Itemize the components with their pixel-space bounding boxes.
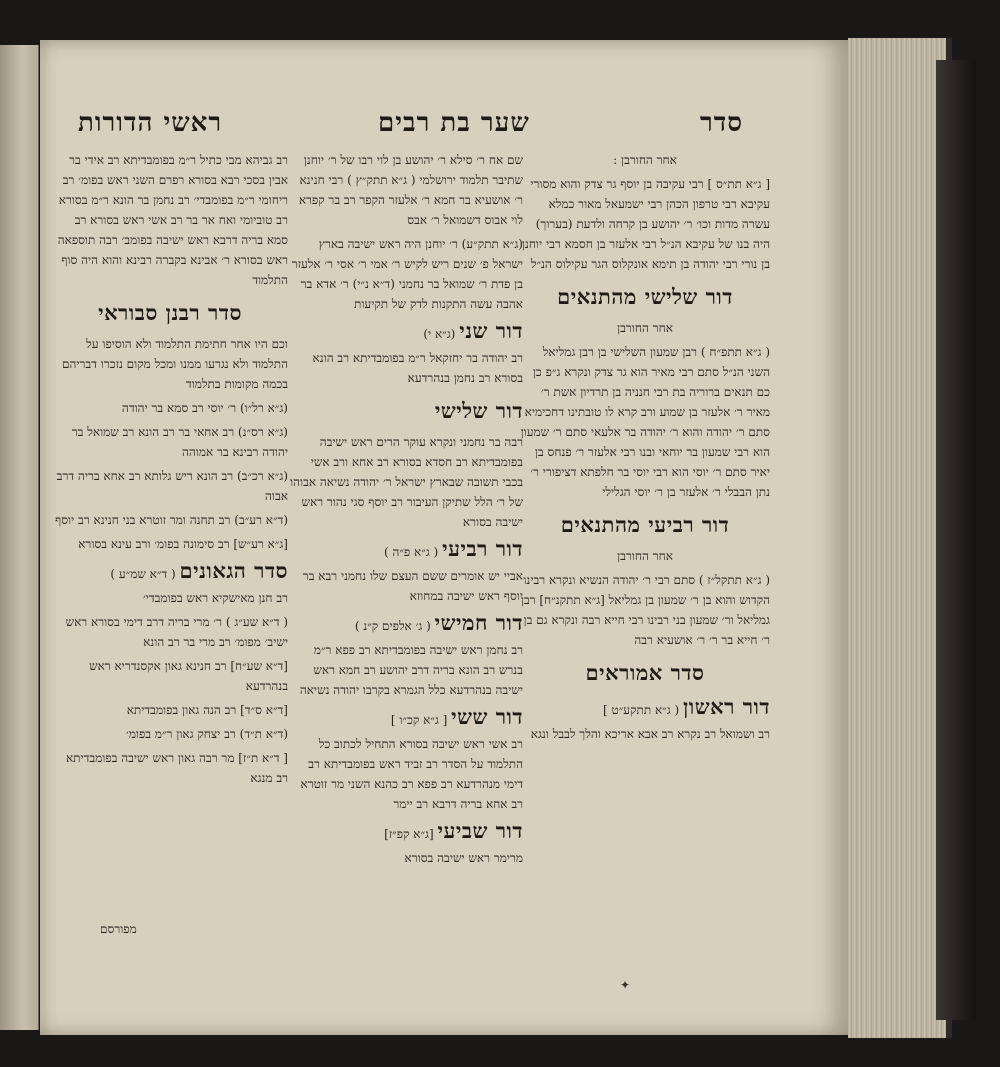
section-meta-first-generation: ( ג״א תתקע״ט ] xyxy=(602,703,680,717)
left-row-3: (ג״א רכ״ב) רב הונא ריש גלותא רב אחא בריה דרב אבוה xyxy=(56,469,288,503)
section-text-fourth-tannaim: ( ג״א תתקל״ז ) סתם רבי ר׳ יהודה הנשיא ונקרא רבינו הקדוש והוא בן ר׳ שמעון בן גמליאל [ג״א תתקנ״ח] רבן גמליאל ור׳ שמעון בני רבינו רבי חייא רבה ונקרא גם בן ר׳ חייא בר ר׳ ר׳ אושעיא רבה xyxy=(520,573,770,647)
section-heading-fifth-generation: דור חמישי xyxy=(434,610,523,635)
right-intro-label: אחר החורבן : xyxy=(613,153,677,167)
left-row-7: [ד״א שע״ח] רב חנינא גאון אקסנדריא ראש בנהרדעא xyxy=(89,659,288,693)
section-heading-sixth-generation: דור ששי xyxy=(451,704,523,729)
section-heading-geonim: סדר הגאונים xyxy=(179,558,288,583)
left-page-edge xyxy=(0,45,39,1030)
right-column xyxy=(520,150,770,1040)
section-meta-second-generation: (ג״א י) xyxy=(423,327,456,341)
section-meta-fifth-generation: ( ג׳ אלפים ק״נ ) xyxy=(354,619,431,633)
section-heading-fourth-tannaim: דור רביעי מהתנאים xyxy=(560,512,730,537)
middle-column xyxy=(288,150,523,1040)
left-row-1: (ג״א רל״ו) ר׳ יוסי רב סמא בר יהודה xyxy=(121,401,288,415)
section-text-first-generation: רב ושמואל רב נקרא רב אבא אריכא והלך לבבל ונגא xyxy=(530,727,770,741)
left-row-9: (ד״א ת״ד) רב יצחק גאון ר״מ בפומ׳ xyxy=(126,727,288,741)
running-head-left: ראשי הדורות xyxy=(78,108,223,138)
left-row-4: (ד״א רע״ב) רב תחנה ומר זוטרא בני חנינא רב יוסף xyxy=(54,513,288,527)
section-text-sixth-generation: רב אשי ראש ישיבה בסורא התחיל לכתוב כל התלמוד על הסדר רב זביד ראש בפומבדיתא רב דימי מנהרדעא רב פפא רב כהנא השני מר זוטרא רב אחא בריה דרבא רב יימר xyxy=(300,737,523,811)
section-meta-seventh-generation: [ג״א קפ״ז] xyxy=(384,827,434,841)
section-label-after-destruction-2: אחר החורבן xyxy=(617,549,673,563)
left-row-10: [ ד״א ת״ז] מר רבה גאון ראש ישיבה בפומבדיתא רב מנגא xyxy=(65,751,288,785)
running-head-middle: שער בת רבים xyxy=(378,108,530,138)
section-heading-savoraim: סדר רבנן סבוראי xyxy=(98,300,242,325)
section-text-geonim: רב חנן מאישקיא ראש בפומבדי׳ xyxy=(142,591,288,605)
section-text-third-tannaim: ( ג״א תתפ״ח ) רבן שמעון השלישי בן רבן גמליאל השני הנ״ל סתם רבי מאיר הוא גר צדק ונקרא ג״פ כן כם תנאים ברוריה בת רבי חנניה בן תרדיון אשת ר׳ מאיר ר׳ אלעזר בן שמוע ורב קרא לו טובתינו דחכימיא סתם ר׳ יהודה והוא ר׳ יהודה בר אלעאי סתם ר׳ שמעון הוא רבי שמעון בר יוחאי ובנו רבי אלעזר ר׳ פנחס בן יאיר סתם ר׳ יוסי הוא רבי יוסי בר חלפתא דציפורי ר׳ נתן הבבלי ר׳ אלעזר בן ר׳ יוסי הגלילי xyxy=(520,345,770,499)
section-heading-second-generation: דור שני xyxy=(459,318,523,343)
section-label-after-destruction: אחר החורבן xyxy=(617,321,673,335)
catchword: מפורסם xyxy=(100,922,137,936)
section-text-savoraim: וכם היו אחר חתימת התלמוד ולא הוסיפו על התלמוד ולא נגרעו ממנו ומכל מקום נזכרו דבריהם בכמה מקומות בתלמוד xyxy=(61,337,288,391)
ornament-mark: ✦ xyxy=(620,978,631,992)
left-row-5: [ג״א רע״ש] רב סימונה בפומ׳ ורב עינא בסורא xyxy=(78,537,288,551)
section-text-third-generation: רבה בר נחמני ונקרא עוקר הרים ראש ישיבה בפומבדיתא רב חסדא בסורא רב אחא ורב אשי בכבי תשובה שבארץ ישראל ר׳ יהודה נשיאה אבוהו של ר׳ הלל שתיקן העיבור רב יוסף סגי נהור ראש ישיבה בסורא xyxy=(290,435,523,529)
section-meta-fourth-generation: ( ג״א פ״ה ) xyxy=(383,545,439,559)
section-meta-sixth-generation: [ ג״א קכ״ו ] xyxy=(390,713,448,727)
middle-block-1: (ג״א תתק״ע) ר׳ יוחנן היה ראש ישיבה בארץ ישראל פ׳ שנים ריש לקיש ר׳ אמי ר׳ אסי ר׳ אלעזר בן פדת ר׳ שמואל בר נחמני (ד״א נ״י) ר׳ אדא בר אהבה עשה התקנות לדק של תקיעות xyxy=(291,237,523,311)
section-heading-third-generation: דור שלישי xyxy=(434,398,523,423)
section-heading-third-tannaim: דור שלישי מהתנאים xyxy=(557,284,733,309)
section-text-second-generation: רב יהודה בר יחזקאל ר״מ בפומבדיתא רב הונא בסורא רב נחמן בנהרדעא xyxy=(312,351,523,385)
section-text-fifth-generation: רב נחמן ראש ישיבה בפומבדיתא רב פפא ר״מ בנרש רב הונא בריה דרב יהושע רב חמא ראש ישיבה בנהרדעא כלל הגמרא בקרבו יהודה נשיאה xyxy=(299,643,523,697)
section-meta-geonim: ( ד״א שמ״ע ) xyxy=(110,567,176,581)
section-heading-first-generation: דור ראשון xyxy=(683,694,770,719)
section-heading-amoraim: סדר אמוראים xyxy=(585,660,705,685)
left-intro-text: רב גביהא מבי כתיל ר״מ בפומבדיתא רב אידי בר אבין בסכי רבא בסורא רפרם השני ראש בפומ׳ רב ריחומי ר״מ בפומבדי׳ רב נחמן בר הונא ר״מ בסורא רב טוביומי ואח אר בר רב אשי ראש בסורא רב סמא בריה דרבא ראש ישיבה בפומב׳ רבה תוספאה ראש בסורא ר׳ אבינא בקברה רבינא והוא היה סוף התלמוד xyxy=(57,153,288,287)
book-cover-shadow xyxy=(936,60,976,1020)
right-intro-text: [ ג״א תת״ס ] רבי עקיבה בן יוסף גר צדק והוא מסורי עקיבא רבי טרפון הכהן רבי ישמעאל מאור כמלא עשרה מדות וכו׳ ר׳ יהושע בן קרחה ולדעת (בערוך) היה בנו של עקיבא הנ״ל רבי אלעזר בן חסמא רבי יוחנן בן נורי רבי יהודה בן תימא אונקלוס הגר עקילוס הנ״ל xyxy=(521,177,770,271)
left-row-8: [ד״א ס״ד] רב הנה גאון בפומבדיתא xyxy=(126,703,288,717)
left-row-6: ( ד״א שע״ג ) ר׳ מרי בריה דרב דימי בסורא ראש ישיב׳ מפומ׳ רב מרי בר רב הונא xyxy=(65,615,288,649)
middle-intro-text: שם אח ר׳ סילא ר׳ יהושע בן לוי רבו של ר׳ יוחנן שתיבר תלמוד ירושלמי ( ג״א תתק״ץ ) רבי חנינא ר׳ אושעיא בר חמא ר׳ אלעזר הקפר רב בר קפרא לוי אבוס דשמואל ר׳ אבס xyxy=(298,153,523,227)
section-text-fourth-generation: אביי יש אומרים ששם העצם שלו נחמני רבא בר יוסף ראש ישיבה במחוזא xyxy=(302,569,523,603)
section-heading-fourth-generation: דור רביעי xyxy=(442,536,523,561)
left-column xyxy=(52,150,288,1040)
running-head-right: סדר xyxy=(700,108,744,138)
left-row-2: (ג״א רס״נ) רב אחאי בר רב הונא רב שמואל בר יהודה רבינא בר אמוהה xyxy=(71,425,288,459)
section-heading-seventh-generation: דור שביעי xyxy=(437,818,523,843)
section-text-seventh-generation: מרימר ראש ישיבה בסורא xyxy=(404,851,523,865)
